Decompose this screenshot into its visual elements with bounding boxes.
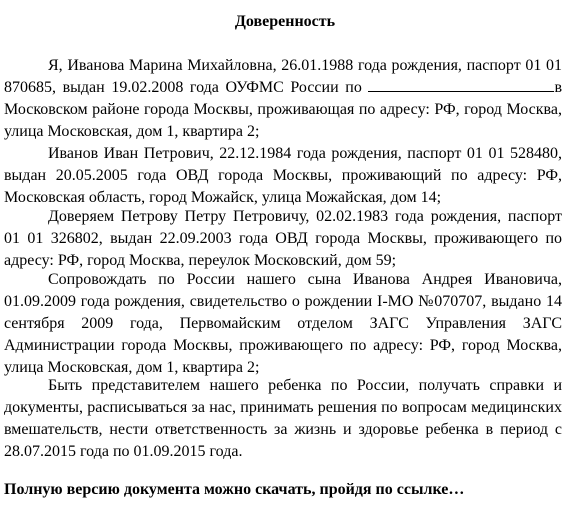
paragraph-text: Я, Иванова Марина Михайловна, 26.01.1988 года рождения, паспорт 01 01 870685, выдан 19.02.2008 года ОУФМС России по	[4, 57, 562, 96]
fill-in-blank-line	[368, 77, 554, 92]
paragraph-attorney: Доверяем Петрову Петру Петровичу, 02.02.1983 года рождения, паспорт 01 01 326802, выдан 22.09.2003 года ОВД города Москвы, проживающего по адресу: РФ, город Москва, переулок Московский, дом 59;	[4, 208, 562, 269]
download-link-text[interactable]: Полную версию документа можно скачать, пройдя по ссылке…	[4, 481, 465, 498]
paragraph-principal-1	[4, 55, 562, 143]
paragraph-text: в Московском районе города Москвы, проживающая по адресу: РФ, город Москва, улица Московская, дом 1, квартира 2;	[4, 79, 562, 140]
paragraph-powers: Быть представителем нашего ребенка по России, получать справки и документы, расписываться за нас, принимать решения по вопросам медицинских вмешательств, нести ответственность за жизнь и здоровье ребенка в период с 28.07.2015 года по 01.09.2015 года.	[4, 377, 562, 460]
paragraph-child: Сопровождать по России нашего сына Иванова Андрея Ивановича, 01.09.2009 года рождения, свидетельство о рождении I-МО №070707, выдано 14 сентября 2009 года, Первомайским отделом ЗАГС Управления ЗАГС Администрации города Москвы, проживающего по адресу: РФ, город Москва, улица Московская, дом 1, квартира 2;	[4, 271, 562, 376]
document-title: Доверенность	[234, 13, 336, 30]
paragraph-principal-2: Иванов Иван Петрович, 22.12.1984 года рождения, паспорт 01 01 528480, выдан 20.05.2005 года ОВД города Москвы, проживающий по адресу: РФ, Московская область, город Можайск, улица Можайская, дом 14;	[4, 145, 562, 206]
